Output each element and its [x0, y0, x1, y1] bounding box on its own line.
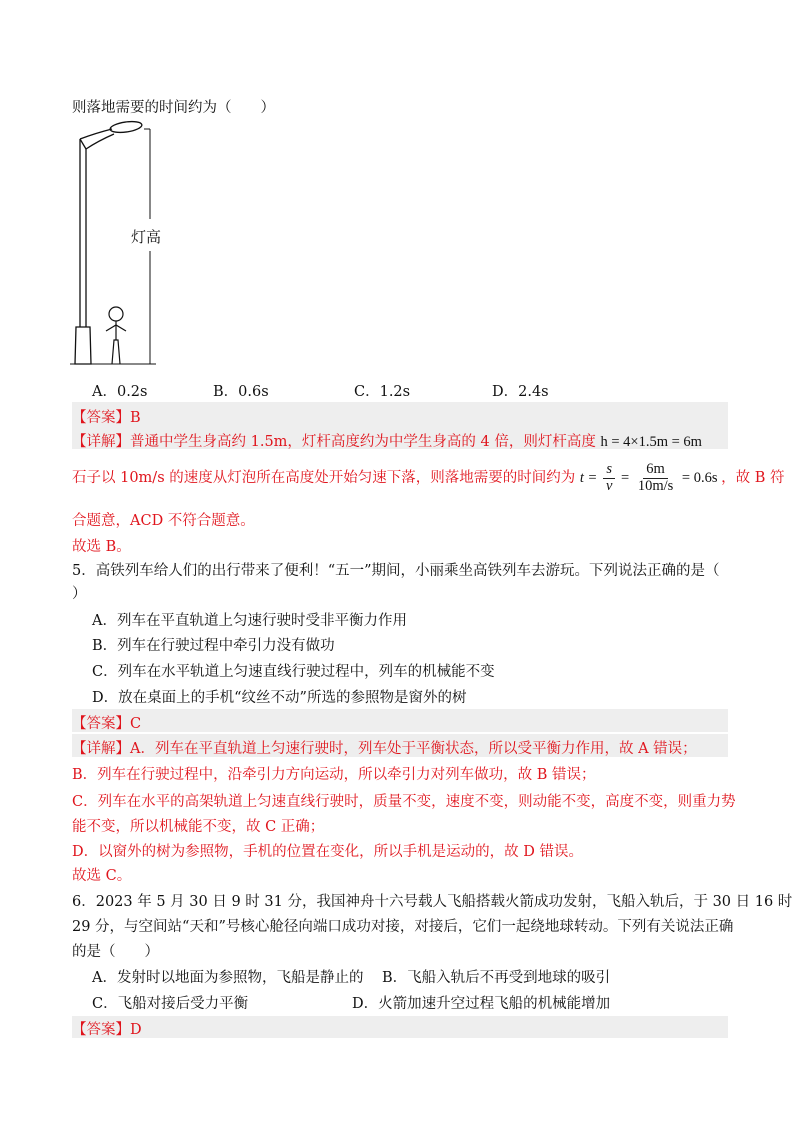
detail-tag: 【详解】 — [72, 741, 130, 757]
answer-tag: 【答案】 — [72, 1022, 130, 1038]
formula-lhs: t = — [579, 469, 598, 486]
question-stem-tail: 则落地需要的时间约为（ ） — [72, 100, 275, 116]
detail-text: ，故 B 符 — [721, 469, 785, 486]
figure-label-lamp-height: 灯高 — [131, 228, 162, 246]
answer-tag: 【答案】 — [72, 716, 130, 732]
q6-option-b: B．飞船入轨后不再受到地球的吸引 — [382, 970, 611, 986]
option-b: B．0.6s — [213, 384, 269, 400]
detail-line-c2-q5: 能不变，所以机械能不变，故 C 正确； — [72, 819, 325, 835]
answer-value: C — [130, 716, 142, 732]
q5-option-a: A．列车在平直轨道上匀速行驶时受非平衡力作用 — [92, 613, 407, 629]
frac-den: 10m/s — [637, 477, 674, 494]
frac-num: s — [603, 462, 615, 479]
detail-tag: 【详解】 — [72, 434, 130, 450]
answer-band-q6 — [72, 1016, 728, 1038]
conclusion-q4: 故选 B。 — [72, 539, 131, 555]
detail-line-d-q5: D．以窗外的树为参照物，手机的位置在变化，所以手机是运动的，故 D 错误。 — [72, 844, 583, 860]
frac-den: v — [605, 477, 613, 494]
fraction-s-over-v — [603, 462, 615, 495]
detail-line-c1-q5: C．列车在水平的高架轨道上匀速直线行驶时，质量不变，速度不变，则动能不变，高度不变，则重力势 — [72, 794, 736, 810]
answer-line-q6 — [72, 1018, 142, 1039]
detail-line-1-q4 — [72, 430, 702, 451]
question-5-stem-line-1: 5．高铁列车给人们的出行带来了便利！“五一”期间，小丽乘坐高铁列车去游玩。下列说法正确的是（ — [72, 563, 720, 579]
detail-text: 普通中学生身高约 1.5m，灯杆高度约为中学生身高的 4 倍，则灯杆高度 — [130, 434, 596, 450]
frac-num: 6m — [643, 462, 668, 479]
answer-band-q5 — [72, 709, 728, 732]
answer-value: B — [130, 410, 141, 426]
answer-value: D — [130, 1022, 142, 1038]
answer-line-q5 — [72, 712, 141, 733]
formula-rhs: = 0.6s — [681, 469, 718, 486]
detail-line-2-q4 — [72, 462, 784, 495]
detail-text: A．列车在平直轨道上匀速行驶时，列车处于平衡状态，所以受平衡力作用，故 A 错误； — [130, 741, 697, 757]
conclusion-q5: 故选 C。 — [72, 868, 132, 884]
option-c: C．1.2s — [354, 384, 411, 400]
equals-sign: = — [621, 469, 630, 486]
q6-option-d: D．火箭加速升空过程飞船的机械能增加 — [352, 996, 611, 1012]
q6-option-a: A．发射时以地面为参照物，飞船是静止的 — [92, 970, 364, 986]
detail-line-b-q5: B．列车在行驶过程中，沿牵引力方向运动，所以牵引力对列车做功，故 B 错误； — [72, 767, 596, 783]
question-5-stem-line-2: ） — [72, 586, 87, 602]
answer-tag: 【答案】 — [72, 410, 130, 426]
fraction-6m-over-10ms — [635, 462, 676, 495]
formula-time — [579, 461, 721, 494]
question-6-stem-line-2: 29 分，与空间站“天和”号核心舱径向端口成功对接，对接后，它们一起绕地球转动。下列有关说法正确 — [72, 919, 734, 935]
detail-line-a-q5 — [72, 737, 697, 758]
q5-option-b: B．列车在行驶过程中牵引力没有做功 — [92, 638, 335, 654]
detail-line-3-q4: 合题意，ACD 不符合题意。 — [72, 513, 255, 529]
detail-text: 石子以 10m/s 的速度从灯泡所在高度处开始匀速下落，则落地需要的时间约为 — [72, 469, 576, 486]
formula-lamp-height: h = 4×1.5m = 6m — [600, 434, 702, 450]
q5-option-c: C．列车在水平轨道上匀速直线行驶过程中，列车的机械能不变 — [92, 664, 495, 680]
answer-line-q4 — [72, 406, 141, 427]
option-d: D．2.4s — [492, 384, 549, 400]
q6-option-c: C．飞船对接后受力平衡 — [92, 996, 249, 1012]
option-a: A．0.2s — [92, 384, 148, 400]
q5-option-d: D．放在桌面上的手机“纹丝不动”所选的参照物是窗外的树 — [92, 690, 467, 706]
question-6-stem-line-1: 6．2023 年 5 月 30 日 9 时 31 分，我国神舟十六号载人飞船搭载火箭成功发射，飞船入轨后，于 30 日 16 时 — [72, 894, 793, 910]
question-6-stem-line-3: 的是（ ） — [72, 944, 159, 960]
